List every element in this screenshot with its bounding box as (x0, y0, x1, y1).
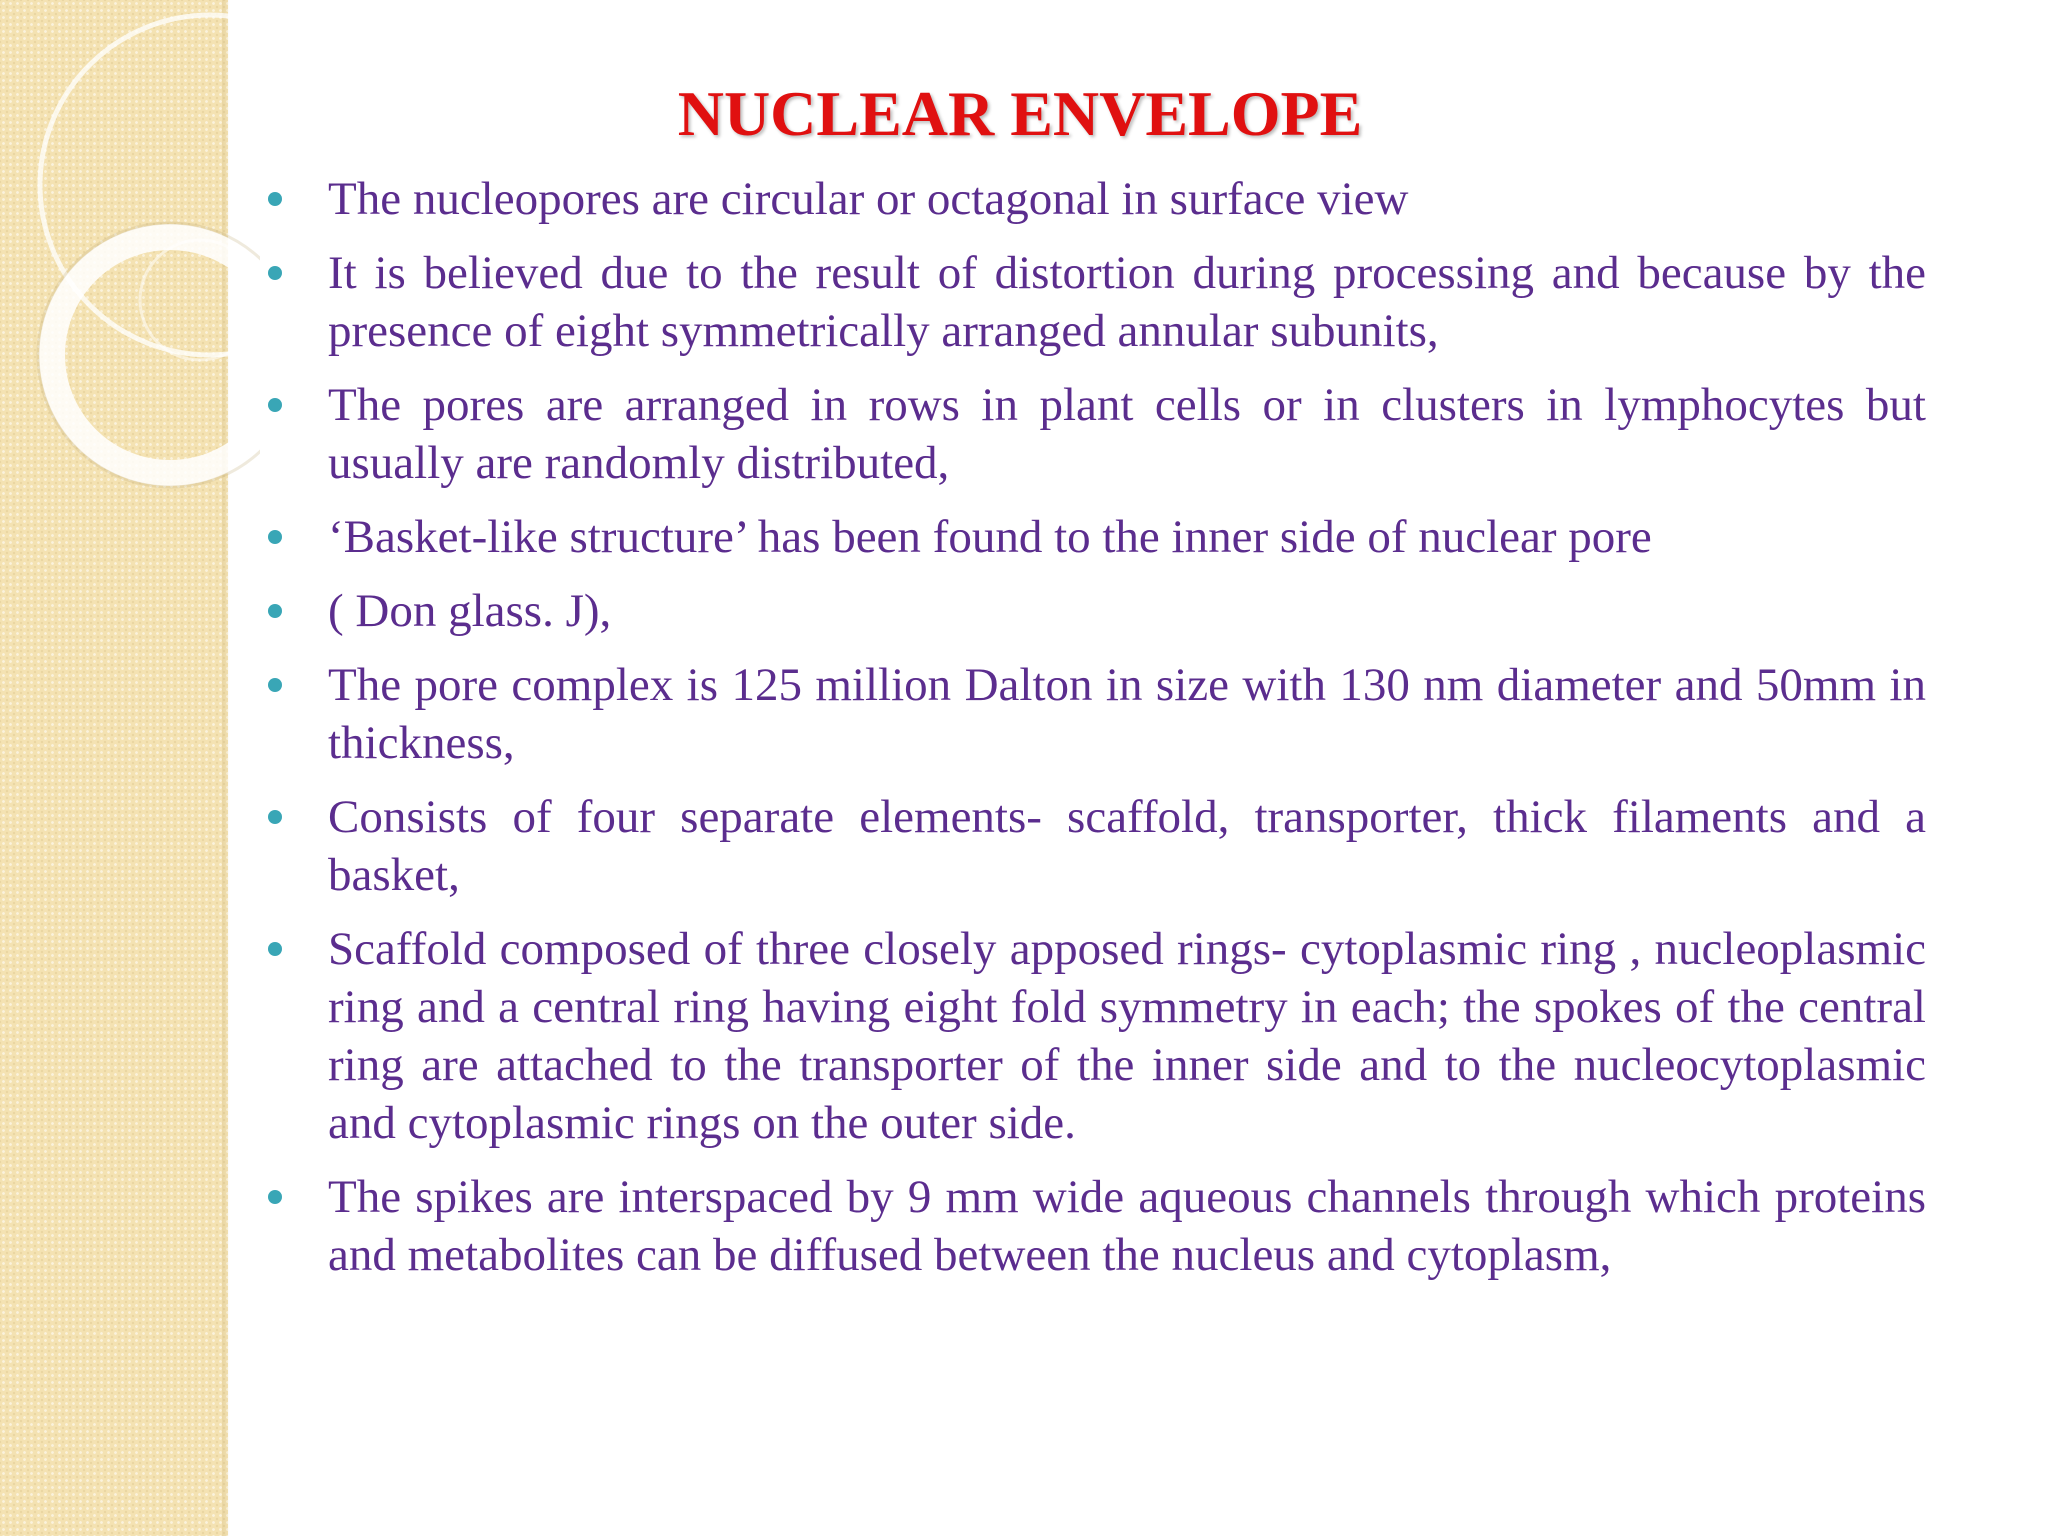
bullet-text: Scaffold composed of three closely apposed rings- cytoplasmic ring , nucleoplasmic ring and a central ring having eight fold symmetry in each; the spokes of the central ring are attached to the transporter of the inner side and to the nucleocytoplasmic and cytoplasmic rings on the outer side. (328, 923, 1926, 1149)
bullet-dot-icon (268, 678, 282, 692)
decorative-rings (0, 0, 260, 520)
bullet-text: ( Don glass. J), (328, 585, 612, 637)
bullet-dot-icon (268, 192, 282, 206)
bullet-text: It is believed due to the result of distortion during processing and because by the presence of eight symmetrically arranged annular subunits, (328, 247, 1926, 357)
bullet-text: ‘Basket-like structure’ has been found to the inner side of nuclear pore (328, 511, 1652, 563)
bullet-list (266, 170, 1926, 1300)
bullet-item (266, 376, 1926, 492)
bullet-item (266, 656, 1926, 772)
slide-title: NUCLEAR ENVELOPE (677, 78, 1363, 149)
bullet-item (266, 170, 1926, 228)
bullet-dot-icon (268, 530, 282, 544)
bullet-dot-icon (268, 810, 282, 824)
bullet-dot-icon (268, 942, 282, 956)
small-ring (140, 240, 260, 360)
bullet-text: The nucleopores are circular or octagonal in surface view (328, 173, 1409, 225)
bullet-item (266, 508, 1926, 566)
bullet-dot-icon (268, 398, 282, 412)
bullet-dot-icon (268, 604, 282, 618)
bullet-text: The pores are arranged in rows in plant cells or in clusters in lymphocytes but usually are randomly distributed, (328, 379, 1926, 489)
bullet-item (266, 582, 1926, 640)
bullet-text: The pore complex is 125 million Dalton in size with 130 nm diameter and 50mm in thickness, (328, 659, 1926, 769)
bullet-item (266, 788, 1926, 904)
bullet-item (266, 1168, 1926, 1284)
bullet-dot-icon (268, 266, 282, 280)
bullet-dot-icon (268, 1190, 282, 1204)
bullet-item (266, 920, 1926, 1152)
bullet-text: Consists of four separate elements- scaffold, transporter, thick filaments and a basket, (328, 791, 1926, 901)
bullet-text: The spikes are interspaced by 9 mm wide aqueous channels through which proteins and metabolites can be diffused between the nucleus and cytoplasm, (328, 1171, 1926, 1281)
bullet-item (266, 244, 1926, 360)
